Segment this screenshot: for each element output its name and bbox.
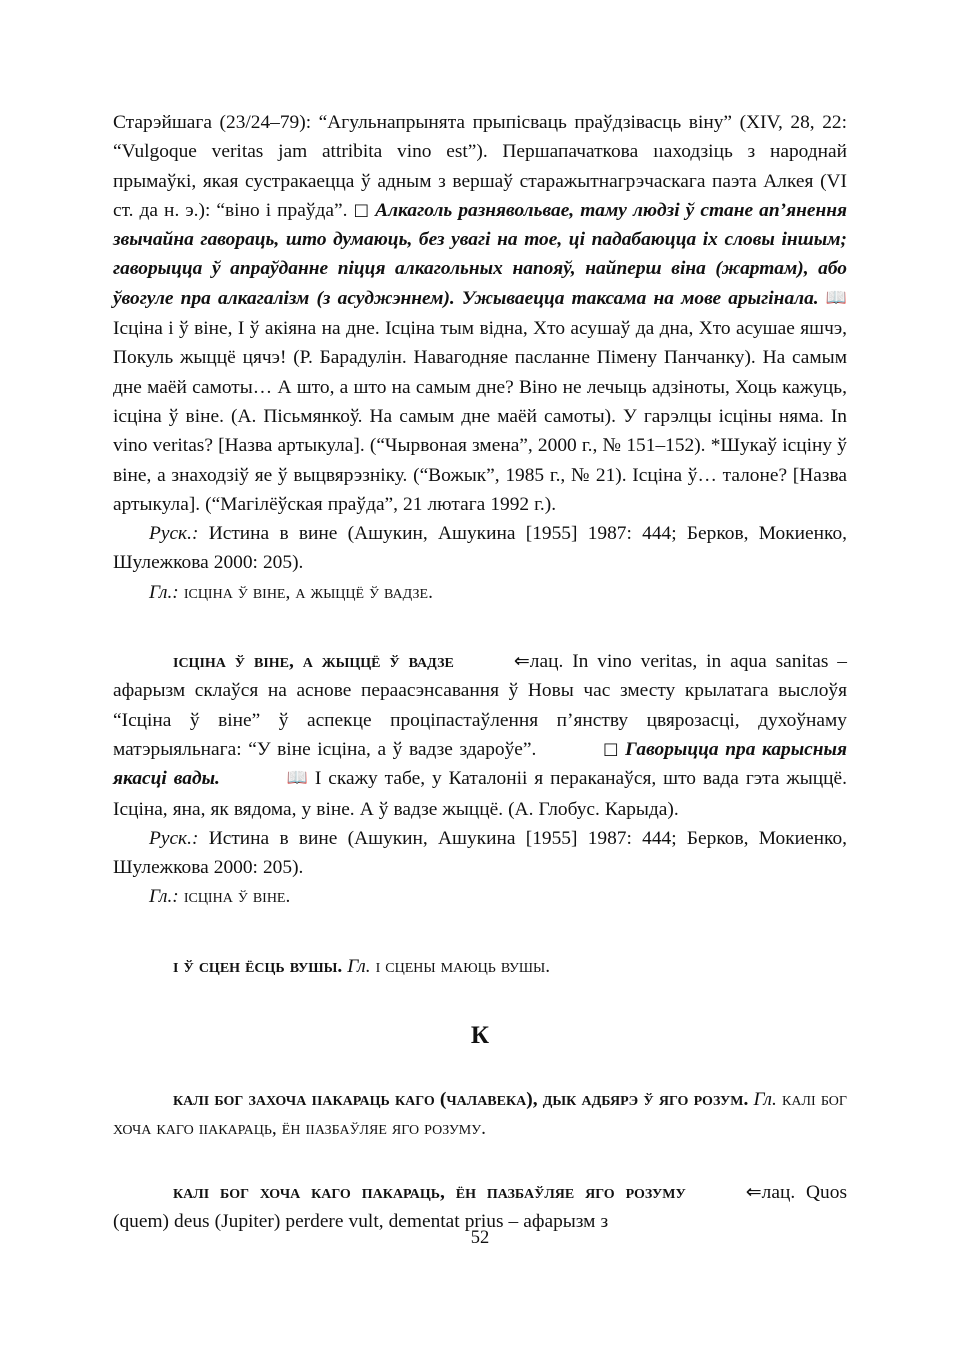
russian-source: Истина в вине (Ашукин, Ашукина [1955] 1987: 444; Берков, Мокиенко, Шулежкова 2000: 205). (113, 827, 847, 879)
paragraph-entry-crossref (113, 1085, 847, 1144)
book-icon: 📖 (286, 768, 308, 789)
label-see-also: Гл. (342, 955, 371, 977)
paragraph-russian-equivalent (113, 519, 847, 578)
entry-etymology: лац. In vino veritas, in aqua sanitas – афарызм склаўся на аснове пераасэнсавання ў Новы час зместу крылатага выслоўя “Ісціна ў віне” ў аспекце процiпастаўлення п’янству цвярозасці, духоўнаму матэрыяльнага: “У віне ісціна, а ў вадзе здароўе”. (113, 651, 847, 760)
entry-headword: калі бог захоча ııакараць каго (чалавека), дык адбярэ ў яго розум. (173, 1089, 749, 1111)
cross-reference-headword: калі бог хоча каго ııакараць, ён ııазбаўляе яго розуму. (113, 1089, 847, 1140)
citation-examples: І скажу табе, у Каталоніі я пераканаўся, што вада гэта жыццё. Ісціна, яна, як вядома, у віне. А ў вадзе жыццё. (А. Глобус. Карыда). (113, 768, 847, 820)
cross-reference-headword: і сцены маюць вушы. (370, 955, 551, 977)
entry-spacer (113, 607, 847, 647)
paragraph-entry-crossref (113, 952, 847, 981)
page-number: 52 (470, 1228, 490, 1248)
entry-headword: калі бог хоча каго пакараць, ён пазбаўляе яго розуму (173, 1181, 686, 1203)
paragraph-see-also (113, 578, 847, 607)
label-russian: Руск.: (149, 827, 199, 849)
label-see-also: Гл.: (149, 581, 179, 603)
entry-headword: і ў сцен ёсць вушы. (173, 955, 343, 977)
russian-source: Истина в вине (Ашукин, Ашукина [1955] 1987: 444; Берков, Мокиенко, Шулежкова 2000: 205). (113, 523, 847, 574)
label-russian: Руск.: (149, 523, 199, 545)
label-see-also: Гл.: (149, 886, 179, 908)
section-letter-heading: К (470, 1022, 490, 1050)
usage-note: Гаворыцца пра карысныя якасці вады. (113, 738, 847, 790)
square-icon: □ (602, 738, 619, 758)
paragraph-see-also (113, 882, 847, 911)
paragraph-russian-equivalent (113, 824, 847, 883)
text-run: Старэйшага (23/24–79): “Агульнапрынята прыпісваць праўдзівасць віну” (XIV, 28, 22: “Vulgoque veritas jam attribita vino est”). Першапачаткова ııаходзіць з народнай прымаўкі, якая сустракаецца ў адным з вершаў старажытнагрэчаскага паэта Алкея (VI ст. да н. э.): “віно і праўда”. (113, 112, 847, 221)
square-icon: □ (353, 199, 370, 219)
arrow-left-double-icon: ⇐ (513, 650, 530, 673)
arrow-left-double-icon: ⇐ (745, 1180, 762, 1203)
section-spacer-top (113, 981, 847, 1021)
page-content (113, 108, 847, 1288)
entry-spacer (113, 912, 847, 952)
paragraph-etymology (113, 108, 847, 519)
cross-reference-headword: ісціна ў віне. (178, 886, 291, 908)
entry-headword: ісціна ў віне, а жыццё ў вадзе (173, 651, 454, 673)
usage-note: Алкаголь разнявольвае, таму людзі ў стане ап’янення звычайна гавораць, што думаюць, без увагі на тое, ці падабаюцца іх словы іншым; гаворыцца ў апраўданне піцця алкагольных напояў, найперш віна (жартам), або ўвогуле пра алкагалізм (з асуджэннем). Ужываецца таксама на мове арыгінала. (113, 199, 847, 309)
paragraph-entry-headword-body (113, 647, 847, 824)
citation-examples: Ісціна і ў віне, І ў акіяна на дне. Ісціна тым відна, Хто асушаў да дна, Хто асушае яшчэ, Покуль жыццё цячэ! (Р. Барадулін. Навагодняе пасланне Пімену Панчанку). На самым дне маёй самоты… А што, а што на самым дне? Віно не лечыць адзіноты, Хоць кажуць, ісціна ў віне. (А. Пісьмянкоў. На самым дне маёй самоты). У гарэлцы ісціны няма. In vino veritas? [Назва артыкула]. (“Чырвоная змена”, 2000 г., № 151–152). *Шукаў ісціну ў віне, а знаходзіў яе ў выцвярэзніку. (“Вожык”, 1985 г., № 21). Ісціна ў… талоне? [Назва артыкула]. (“Магілёўская праўда”, 21 лютага 1992 г.). (113, 318, 847, 515)
entry-spacer (113, 1144, 847, 1178)
section-spacer-bottom (113, 1051, 847, 1085)
label-see-also: Гл. (748, 1089, 777, 1111)
book-icon: 📖 (825, 287, 847, 308)
entry-etymology: лац. Quos (quem) deus (Jupiter) perdere vult, dementat prius – афарызм з (113, 1181, 847, 1232)
cross-reference-headword: ісціна ў віне, а жыццё ў вадзе. (178, 581, 433, 603)
